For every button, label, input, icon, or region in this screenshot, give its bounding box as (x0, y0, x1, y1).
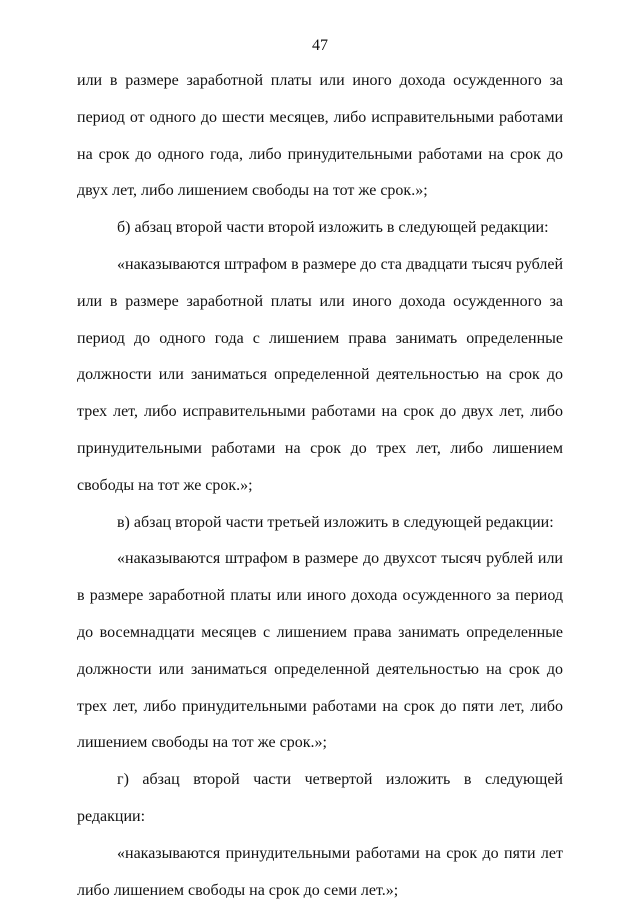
paragraph-amendment-g: г) абзац второй части четвертой изложить в следующей редакции: (77, 771, 563, 825)
paragraph-amendment-v-text: «наказываются штрафом в размере до двухсот тысяч рублей или в размере заработной платы или иного дохода осужденного за период до восемнадцати месяцев с лишением права занимать определенные должности или заниматься определенной деятельностью на срок до трех лет, либо принудительными работами на срок до пяти лет, либо лишением свободы на тот же срок.»; (77, 550, 563, 752)
page-number: 47 (312, 37, 328, 54)
paragraph-amendment-v: в) абзац второй части третьей изложить в следующей редакции: (117, 513, 554, 531)
paragraph-continuation: или в размере заработной платы или иного дохода осужденного за период от одного до шести месяцев, либо исправительными работами на срок до одного года, либо принудительными работами на срок до двух лет, либо лишением свободы на тот же срок.»; (77, 72, 563, 200)
paragraph-amendment-g-text: «наказываются принудительными работами на срок до пяти лет либо лишением свободы на срок до семи лет.»; (77, 844, 563, 899)
paragraph-amendment-b: б) абзац второй части второй изложить в следующей редакции: (117, 219, 549, 237)
paragraph-amendment-b-text: «наказываются штрафом в размере до ста двадцати тысяч рублей или в размере заработной платы или иного дохода осужденного за период до одного года с лишением права занимать определенные должности или заниматься определенной деятельностью на срок до трех лет, либо исправительными работами на срок до двух лет, либо принудительными работами на срок до трех лет, либо лишением свободы на тот же срок.»; (77, 255, 563, 494)
document-body (77, 63, 563, 909)
